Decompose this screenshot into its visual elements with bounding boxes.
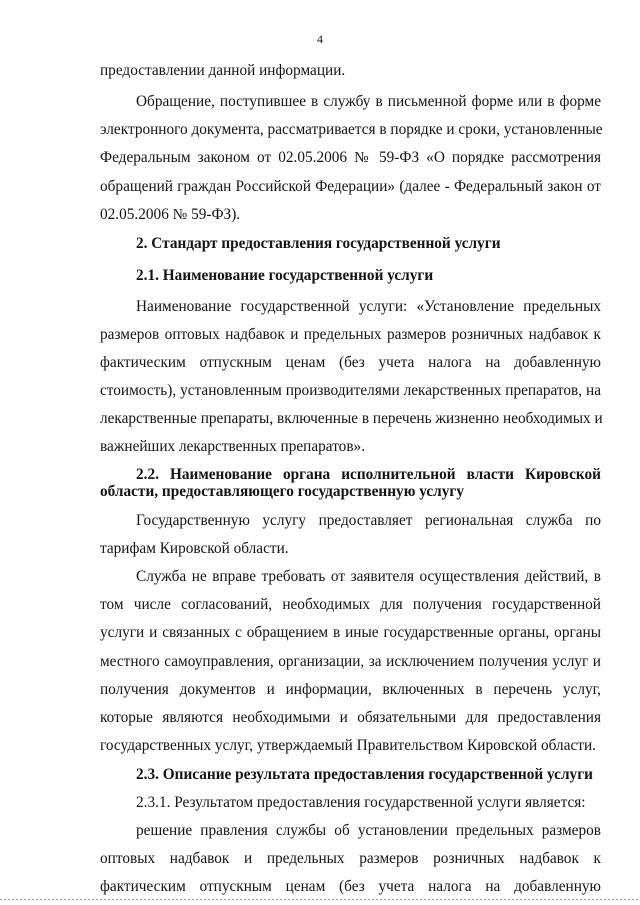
text-line: лекарственные препараты, включенные в перечень жизненно необходимых и	[100, 409, 603, 427]
text-line: которые являются необходимыми и обязательными для предоставления	[100, 709, 601, 727]
text-line: Наименование государственной услуги: «Установление предельных	[136, 297, 601, 315]
text-line: обращений граждан Российской Федерации» (далее - Федеральный закон от	[100, 177, 601, 195]
text-line: 2.3.1. Результатом предоставления государственной услуги является:	[136, 794, 586, 812]
text-line: электронного документа, рассматривается в порядке и сроки, установленные	[100, 120, 603, 138]
text-line: услуги и связанных с обращением в иные государственные органы, органы	[100, 624, 601, 642]
text-line: решение правления службы об установлении предельных размеров	[136, 822, 601, 839]
text-line: Федеральным законом от 02.05.2006 № 59-ФЗ «О порядке рассмотрения	[100, 148, 601, 166]
text-line: 02.05.2006 № 59-ФЗ).	[100, 205, 241, 223]
text-line: Государственную услугу предоставляет региональная служба по	[136, 511, 601, 529]
text-line: размеров оптовых надбавок и предельных размеров розничных надбавок к	[100, 325, 601, 343]
scan-edge-line	[0, 899, 640, 900]
text-line: получения документов и информации, включенных в перечень услуг,	[100, 681, 601, 699]
text-line: местного самоуправления, организации, за исключением получения услуг и	[100, 653, 601, 671]
text-line: государственных услуг, утверждаемый Правительством Кировской области.	[100, 737, 596, 755]
text-line: тарифам Кировской области.	[100, 539, 289, 557]
text-line: Обращение, поступившее в службу в письменной форме или в форме	[136, 92, 601, 110]
subsection-heading: 2.1. Наименование государственной услуги	[136, 266, 434, 284]
page-number: 4	[317, 32, 323, 46]
text-line: важнейших лекарственных препаратов».	[100, 437, 366, 455]
text-line: оптовых надбавок и предельных размеров розничных надбавок к	[100, 850, 601, 867]
subsection-heading: 2.3. Описание результата предоставления государственной услуги	[136, 766, 593, 784]
text-line: стоимость), установленным производителями лекарственных препаратов, на	[100, 381, 601, 399]
subsection-heading: области, предоставляющего государственную услугу	[100, 482, 465, 500]
section-heading: 2. Стандарт предоставления государственной услуги	[136, 235, 501, 253]
text-line: фактическим отпускным ценам (без учета налога на добавленную	[100, 878, 601, 895]
subsection-heading: 2.2. Наименование органа исполнительной власти Кировской	[136, 465, 601, 483]
text-line: Служба не вправе требовать от заявителя осуществления действий, в	[136, 568, 601, 586]
text-line: том числе согласований, необходимых для получения государственной	[100, 596, 601, 614]
text-line: фактическим отпускным ценам (без учета налога на добавленную	[100, 353, 601, 371]
text-line: предоставлении данной информации.	[100, 62, 346, 79]
